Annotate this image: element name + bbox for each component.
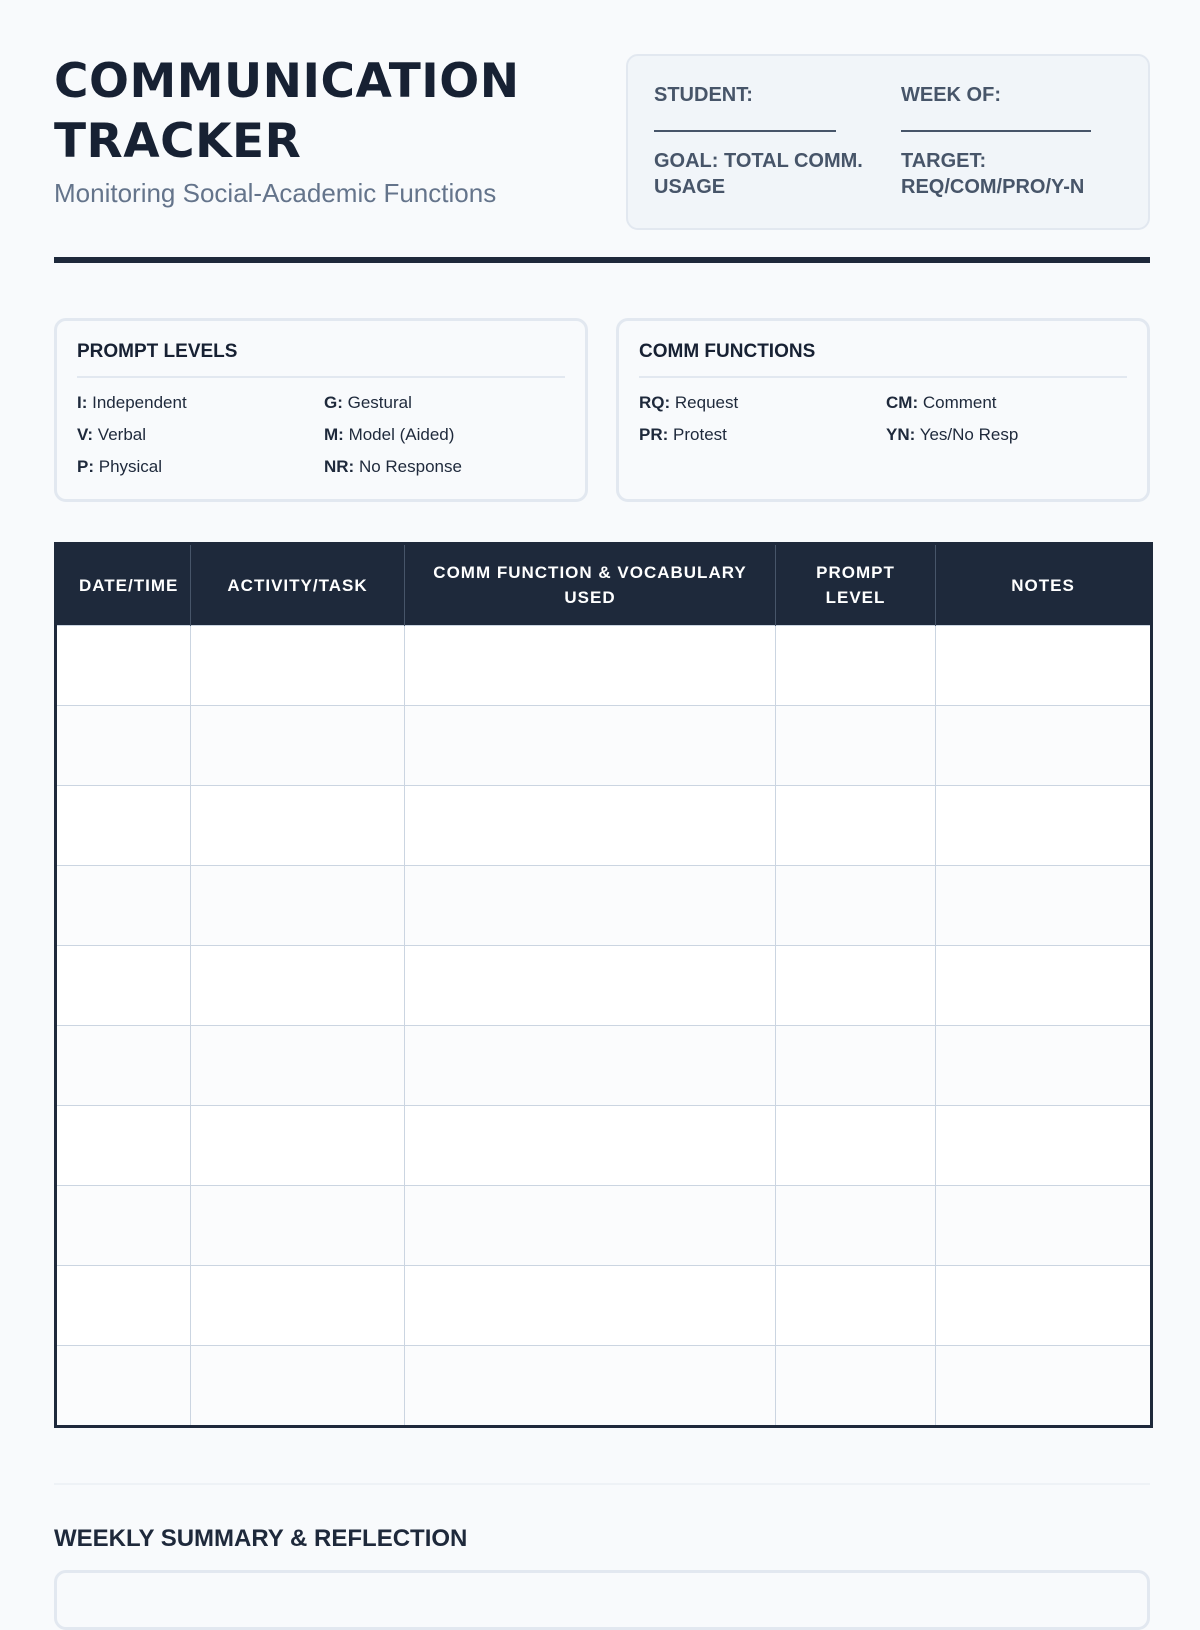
table-cell[interactable]: [936, 1106, 1152, 1186]
table-cell[interactable]: [936, 706, 1152, 786]
legend-divider: [639, 376, 1127, 378]
table-cell[interactable]: [776, 946, 936, 1026]
table-cell[interactable]: [56, 946, 191, 1026]
table-cell[interactable]: [405, 1186, 776, 1266]
table-row: [56, 706, 1152, 786]
summary-text-box[interactable]: [54, 1570, 1150, 1630]
legend-entry: G: Gestural: [324, 393, 412, 412]
target-label-line2: REQ/COM/PRO/Y-N: [901, 176, 1085, 198]
prompt-levels-title: PROMPT LEVELS: [77, 341, 238, 362]
table-cell[interactable]: [936, 1346, 1152, 1427]
table-cell[interactable]: [936, 866, 1152, 946]
table-row: [56, 1186, 1152, 1266]
summary-title: WEEKLY SUMMARY & REFLECTION: [54, 1525, 468, 1552]
column-header-activity-task: ACTIVITY/TASK: [191, 544, 405, 626]
table-cell[interactable]: [56, 1106, 191, 1186]
table-row: [56, 626, 1152, 706]
page-title-line1: COMMUNICATION: [54, 54, 520, 109]
table-cell[interactable]: [405, 946, 776, 1026]
table-cell[interactable]: [776, 706, 936, 786]
table-cell[interactable]: [936, 786, 1152, 866]
table-row: [56, 866, 1152, 946]
week-of-label: WEEK OF:: [901, 84, 1001, 106]
table-cell[interactable]: [56, 866, 191, 946]
table-cell[interactable]: [191, 706, 405, 786]
table-cell[interactable]: [191, 866, 405, 946]
table-cell[interactable]: [191, 1106, 405, 1186]
legend-entry: M: Model (Aided): [324, 425, 455, 444]
table-cell[interactable]: [56, 786, 191, 866]
table-cell[interactable]: [191, 786, 405, 866]
table-cell[interactable]: [405, 1266, 776, 1346]
legend-entry: NR: No Response: [324, 457, 462, 476]
table-row: [56, 1346, 1152, 1427]
table-cell[interactable]: [191, 1266, 405, 1346]
table-cell[interactable]: [56, 626, 191, 706]
column-header-notes: NOTES: [936, 544, 1152, 626]
table-cell[interactable]: [776, 786, 936, 866]
table-cell[interactable]: [405, 786, 776, 866]
table-cell[interactable]: [776, 1186, 936, 1266]
target-label: [901, 148, 1084, 200]
table-row: [56, 786, 1152, 866]
table-row: [56, 1106, 1152, 1186]
column-header-prompt-level: PROMPT LEVEL: [776, 544, 936, 626]
table-cell[interactable]: [56, 1026, 191, 1106]
column-header-comm-function: COMM FUNCTION & VOCABULARY USED: [405, 544, 776, 626]
page-subtitle: Monitoring Social-Academic Functions: [54, 178, 497, 208]
goal-label-line2: USAGE: [654, 176, 726, 198]
target-label-line1: TARGET:: [901, 150, 987, 172]
table-row: [56, 1266, 1152, 1346]
table-cell[interactable]: [776, 1266, 936, 1346]
goal-label-line1: GOAL: TOTAL COMM.: [654, 150, 863, 172]
table-cell[interactable]: [405, 1346, 776, 1427]
table-cell[interactable]: [405, 1026, 776, 1106]
table-cell[interactable]: [56, 706, 191, 786]
table-cell[interactable]: [56, 1266, 191, 1346]
table-cell[interactable]: [776, 866, 936, 946]
prompt-levels-legend: [54, 318, 588, 502]
table-cell[interactable]: [56, 1186, 191, 1266]
table-cell[interactable]: [191, 1026, 405, 1106]
table-cell[interactable]: [936, 1026, 1152, 1106]
legend-entry: PR: Protest: [639, 425, 727, 444]
table-cell[interactable]: [191, 626, 405, 706]
comm-functions-title: COMM FUNCTIONS: [639, 341, 816, 362]
table-cell[interactable]: [191, 1186, 405, 1266]
table-cell[interactable]: [405, 626, 776, 706]
legend-divider: [77, 376, 565, 378]
legend-entry: CM: Comment: [886, 393, 997, 412]
student-label: STUDENT:: [654, 84, 753, 106]
table-cell[interactable]: [936, 946, 1152, 1026]
table-cell[interactable]: [776, 626, 936, 706]
table-cell[interactable]: [776, 1026, 936, 1106]
header-divider: [54, 257, 1150, 263]
table-cell[interactable]: [405, 866, 776, 946]
table-cell[interactable]: [776, 1106, 936, 1186]
table-body: [56, 626, 1152, 1427]
table-row: [56, 946, 1152, 1026]
legend-entry: YN: Yes/No Resp: [886, 425, 1019, 444]
table-cell[interactable]: [405, 1106, 776, 1186]
table-cell[interactable]: [936, 1266, 1152, 1346]
column-header-date-time: DATE/TIME: [56, 544, 191, 626]
legend-entry: I: Independent: [77, 393, 187, 412]
student-field[interactable]: [654, 130, 836, 132]
student-info-box: [626, 54, 1150, 230]
legend-entry: V: Verbal: [77, 425, 146, 444]
goal-label: [654, 148, 863, 200]
tracking-table: [54, 542, 1153, 1428]
comm-functions-legend: [616, 318, 1150, 502]
table-cell[interactable]: [405, 706, 776, 786]
table-cell[interactable]: [191, 1346, 405, 1427]
page-title-line2: TRACKER: [54, 114, 302, 169]
table-cell[interactable]: [191, 946, 405, 1026]
legend-entry: RQ: Request: [639, 393, 739, 412]
table-header-row: [56, 544, 1152, 626]
legend-entry: P: Physical: [77, 457, 163, 476]
table-cell[interactable]: [936, 1186, 1152, 1266]
table-cell[interactable]: [56, 1346, 191, 1427]
table-cell[interactable]: [776, 1346, 936, 1427]
section-divider: [54, 1483, 1150, 1485]
table-cell[interactable]: [936, 626, 1152, 706]
page-title: [54, 52, 614, 172]
week-of-field[interactable]: [901, 130, 1091, 132]
table-row: [56, 1026, 1152, 1106]
